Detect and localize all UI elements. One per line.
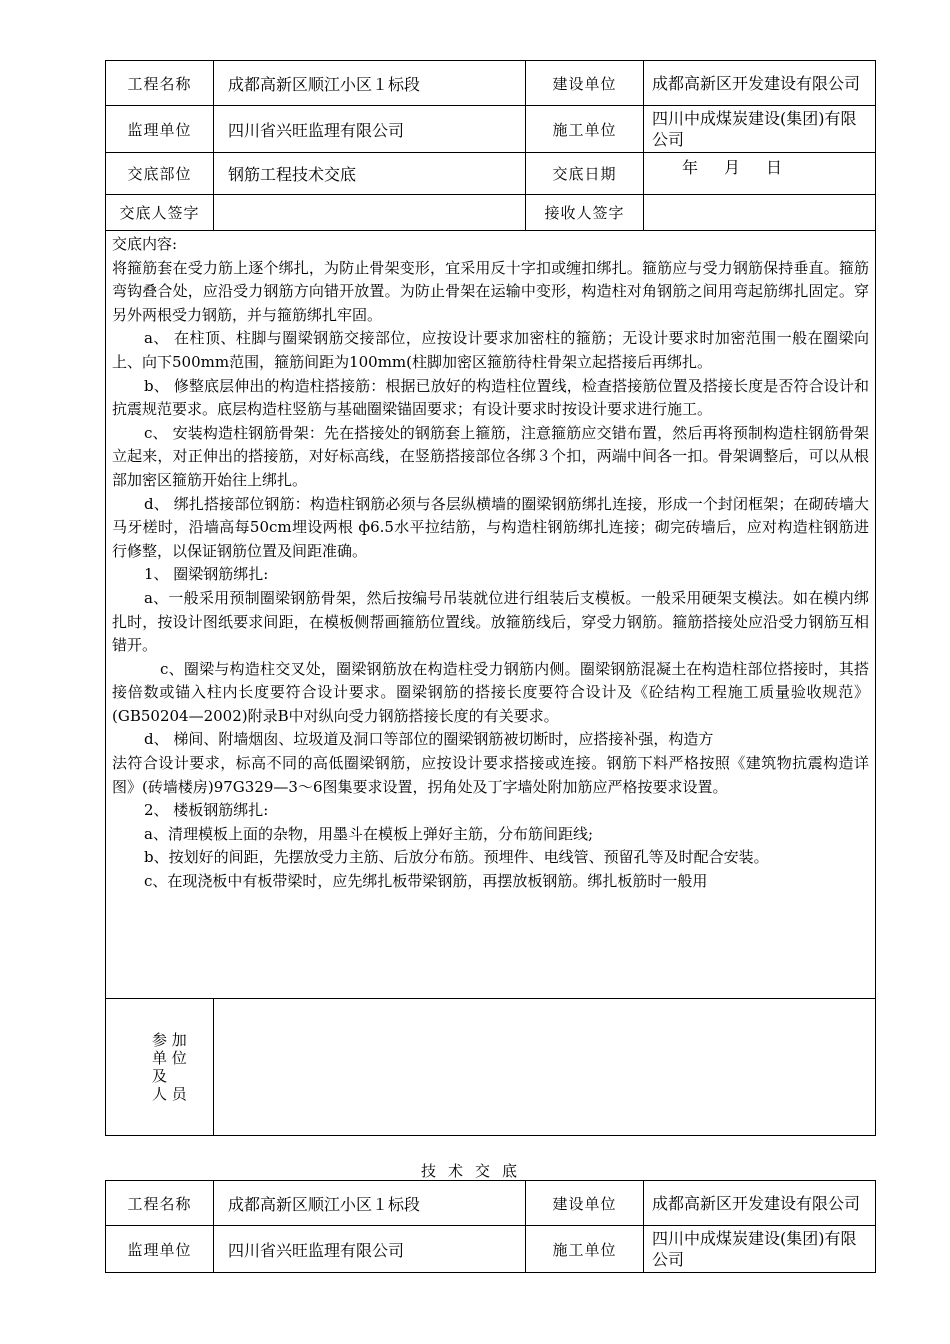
part-value: 钢筋工程技术交底 (214, 153, 526, 195)
content-paragraph: c、圈梁与构造柱交叉处，圈梁钢筋放在构造柱受力钢筋内侧。圈梁钢筋混凝土在构造柱部位搭接时，其搭接倍数或锚入柱内长度要符合设计要求。圈梁钢筋的搭接长度要符合设计及《砼结构工程施工质量验收规范》(GB50204—2002)附录B中对纵向受力钢筋搭接长度的有关要求。 (112, 659, 869, 725)
content-paragraph: a、一般采用预制圈梁钢筋骨架，然后按编号吊装就位进行组装后支模板。一般采用硬架支模法。如在模内绑扎时，按设计图纸要求间距，在模板侧帮画箍筋位置线。放箍筋线后，穿受力钢筋。箍筋搭接处应沿受力钢筋互相错开。 (112, 588, 869, 655)
content-paragraph: d、 梯间、附墙烟囱、垃圾道及洞口等部位的圈梁钢筋被切断时，应搭接补强，构造方 (144, 730, 714, 749)
content-paragraph: c、 安装构造柱钢筋骨架：先在搭接处的钢筋套上箍筋，注意箍筋应交错布置，然后再将预制构造柱钢筋骨架立起来，对正伸出的搭接筋，对好标高线，在竖筋搭接部位各绑３个扣，两端中间各一扣。骨架调整后，可以从根部加密区箍筋开始往上绑扎。 (112, 423, 869, 489)
participants-field[interactable] (214, 999, 876, 1136)
content-paragraph: a、清理模板上面的杂物，用墨斗在模板上弹好主筋，分布筋间距线; (144, 824, 593, 843)
project-name-label: 工程名称 (106, 1181, 214, 1226)
content-paragraph: 法符合设计要求，标高不同的高低圈梁钢筋，应按设计要求搭接或连接。钢筋下料严格按照《建筑物抗震构造详图》(砖墙楼房)97G329—3～6图集要求设置，拐角处及丁字墙处附加筋应严格按要求设置。 (112, 754, 869, 796)
supervisor-value: 四川省兴旺监理有限公司 (214, 1226, 526, 1273)
presenter-sign-field[interactable] (214, 195, 526, 231)
participants-label-line: 人 员 (152, 1085, 187, 1103)
builder-value: 成都高新区开发建设有限公司 (644, 1181, 876, 1226)
supervisor-label: 监理单位 (106, 106, 214, 153)
date-year: 年 (682, 158, 699, 177)
participants-label (106, 999, 214, 1136)
contractor-label: 施工单位 (526, 106, 644, 153)
disclosure-form-2 (105, 1180, 876, 1273)
contractor-value: 四川中成煤炭建设(集团)有限公司 (644, 1226, 876, 1273)
disclosure-content (106, 231, 876, 999)
date-month: 月 (724, 158, 741, 177)
date-value[interactable] (644, 153, 876, 195)
content-paragraph: c、在现浇板中有板带梁时，应先绑扎板带梁钢筋，再摆放板钢筋。绑扎板筋时一般用 (144, 872, 708, 891)
contractor-label: 施工单位 (526, 1226, 644, 1273)
builder-label: 建设单位 (526, 1181, 644, 1226)
content-paragraph: b、按划好的间距，先摆放受力主筋、后放分布筋。预埋件、电线管、预留孔等及时配合安装。 (144, 848, 769, 867)
content-label: 交底内容: (112, 235, 178, 253)
builder-label: 建设单位 (526, 61, 644, 106)
content-paragraph: 将箍筋套在受力筋上逐个绑扎，为防止骨架变形，宜采用反十字扣或缠扣绑扎。箍筋应与受力钢筋保持垂直。箍筋弯钩叠合处，应沿受力钢筋方向错开放置。为防止骨架在运输中变形，构造柱对角钢筋之间用弯起筋绑扎固定。穿另外两根受力钢筋，并与箍筋绑扎牢固。 (112, 258, 869, 324)
page-heading: 技术交底 (420, 1162, 529, 1180)
supervisor-value: 四川省兴旺监理有限公司 (214, 106, 526, 153)
part-label: 交底部位 (106, 153, 214, 195)
participants-label-line: 参 加 (152, 1031, 187, 1049)
project-name-value: 成都高新区顺江小区１标段 (214, 61, 526, 106)
content-paragraph: a、 在柱顶、柱脚与圈梁钢筋交接部位，应按设计要求加密柱的箍筋；无设计要求时加密范围一般在圈梁向上、向下500mm范围，箍筋间距为100mm(柱脚加密区箍筋待柱骨架立起搭接后再绑扎。 (112, 329, 869, 371)
receiver-sign-label: 接收人签字 (526, 195, 644, 231)
contractor-value: 四川中成煤炭建设(集团)有限公司 (644, 106, 876, 153)
participants-label-line: 及 (152, 1067, 168, 1085)
date-day: 日 (766, 158, 783, 177)
project-name-label: 工程名称 (106, 61, 214, 106)
date-label: 交底日期 (526, 153, 644, 195)
content-paragraph: 2、 楼板钢筋绑扎: (144, 801, 269, 820)
presenter-sign-label: 交底人签字 (106, 195, 214, 231)
receiver-sign-field[interactable] (644, 195, 876, 231)
content-paragraph: 1、 圈梁钢筋绑扎: (144, 565, 269, 584)
content-paragraph: b、 修整底层伸出的构造柱搭接筋：根据已放好的构造柱位置线，检查搭接筋位置及搭接长度是否符合设计和抗震规范要求。底层构造柱竖筋与基础圈梁锚固要求；有设计要求时按设计要求进行施工。 (112, 376, 869, 419)
participants-label-line: 单 位 (152, 1049, 187, 1067)
content-paragraph: d、 绑扎搭接部位钢筋：构造柱钢筋必须与各层纵横墙的圈梁钢筋绑扎连接，形成一个封闭框架；在砌砖墙大马牙槎时，沿墙高每50cm埋设两根 ф6.5水平拉结筋，与构造柱钢筋绑扎连接；砌完砖墙后，应对构造柱钢筋进行修整，以保证钢筋位置及间距准确。 (112, 494, 869, 560)
disclosure-form (105, 60, 876, 1136)
builder-value: 成都高新区开发建设有限公司 (644, 61, 876, 106)
project-name-value: 成都高新区顺江小区１标段 (214, 1181, 526, 1226)
supervisor-label: 监理单位 (106, 1226, 214, 1273)
